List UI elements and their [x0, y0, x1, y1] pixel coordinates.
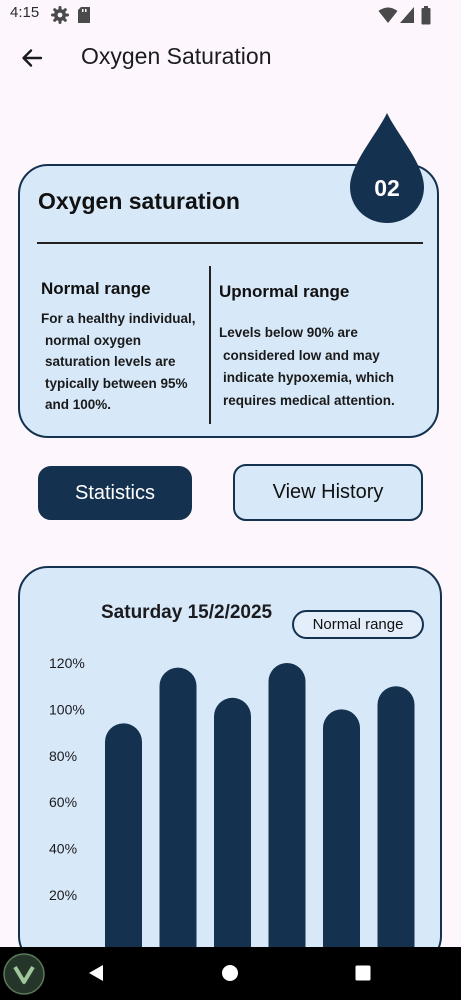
app-logo-icon: [2, 952, 46, 996]
info-card-title: Oxygen saturation: [38, 188, 240, 214]
oxygen-bar-chart: [20, 568, 440, 964]
normal-range-heading: Normal range: [41, 279, 151, 298]
chart-card: [18, 566, 442, 966]
back-triangle-icon[interactable]: [87, 964, 105, 982]
arrow-left-icon: [21, 47, 43, 69]
recents-square-icon[interactable]: [355, 965, 371, 981]
chart-bar: [105, 723, 142, 964]
drop-badge-label: 02: [374, 175, 400, 201]
chart-bar: [269, 663, 306, 964]
chart-date: Saturday 15/2/2025: [101, 602, 273, 623]
abnormal-range-heading: Upnormal range: [219, 282, 350, 301]
normal-range-text: For a healthy individual, normal oxygen saturation levels are typically between 95% and 100%.: [41, 311, 196, 412]
wifi-icon: [378, 6, 398, 24]
statistics-button[interactable]: Statistics: [38, 466, 192, 520]
gear-icon: [51, 6, 69, 24]
signal-icon: [399, 6, 415, 24]
status-bar: [0, 0, 461, 30]
y-tick-label: 20%: [49, 887, 78, 903]
back-button[interactable]: [18, 44, 46, 72]
y-tick-label: 100%: [49, 701, 85, 718]
sd-card-icon: [77, 6, 91, 24]
y-tick-label: 40%: [49, 840, 78, 857]
normal-range-chip[interactable]: Normal range: [292, 610, 424, 639]
view-history-button[interactable]: View History: [233, 464, 423, 521]
chart-bar: [214, 698, 251, 964]
y-tick-label: 60%: [49, 794, 78, 811]
y-tick-label: 80%: [49, 747, 78, 764]
y-tick-label: 120%: [49, 655, 85, 671]
page-title: Oxygen Saturation: [81, 43, 272, 69]
status-time: 4:15: [10, 4, 40, 21]
battery-icon: [421, 6, 431, 25]
chart-bar: [323, 709, 360, 964]
navigation-bar: [0, 947, 461, 1000]
divider: [37, 242, 423, 244]
chart-bar: [378, 686, 415, 964]
chart-bar: [160, 668, 197, 964]
water-drop-icon: [348, 112, 426, 224]
column-divider: [209, 266, 211, 424]
home-circle-icon[interactable]: [221, 964, 239, 982]
abnormal-range-text: Levels below 90% are considered low and may indicate hypoxemia, which requires medical attention.: [219, 325, 395, 408]
